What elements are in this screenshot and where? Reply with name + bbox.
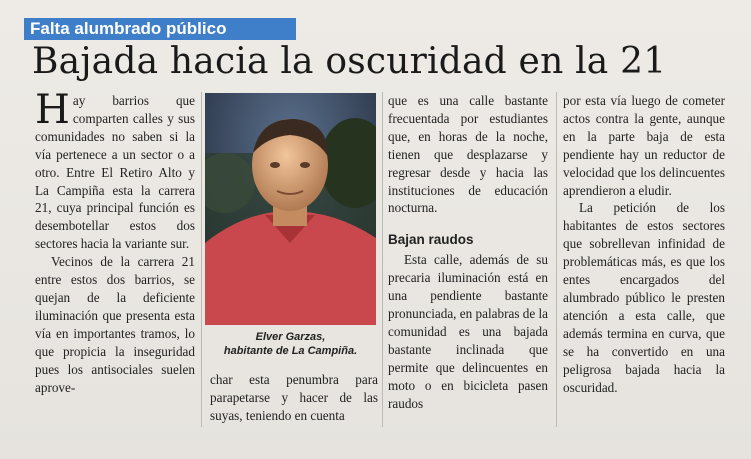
column-rule [382,92,383,427]
paragraph: Esta calle, además de su precaria iluminación está en una pendiente bastante pronunciada, en palabras de la comunidad es una bajada bastante inclinada que permite que delincuentes en moto o en bicicleta pasen raudos [388,252,549,411]
paragraph: char esta penumbra para parapetarse y hacer de las suyas, teniendo en cuenta [210,372,378,423]
paragraph: por esta vía luego de cometer actos contra la gente, aunque en la parte baja de esta pendiente hay un reductor de velocidad que los delincuentes aprendieron a eludir. [563,93,725,198]
column-1 [35,87,195,396]
caption-name: Elver Garzas, [255,331,326,343]
section-kicker: Falta alumbrado público [24,18,296,40]
caption-role: habitante de La Campiña. [223,345,358,357]
paragraph-text: ay barrios que comparten calles y sus comunidades no saben si la vía pertenece a un sector o a otro. Entre El Retiro Alto y La Campiña esta la carrera 21, cuya principal función es desembotellar estos dos sectores hacia la variante sur. [35,93,195,252]
subheading: Bajan raudos [388,232,474,248]
column-3 [388,92,548,412]
bleed-through-text [300,0,751,38]
headline: Bajada hacia la oscuridad en la 21 [32,41,667,82]
column-4 [563,92,725,396]
paragraph: La petición de los habitantes de estos sectores que sobrellevan infinidad de problemáticas más, es que los entes encargados del alumbrado público le presten atención a esta calle, que además termina en curva, que se ha convertido en una peligrosa bajada hacia la oscuridad. [563,200,725,395]
paragraph [35,87,195,253]
portrait-photo [205,93,376,325]
portrait-image [205,93,376,325]
paragraph: que es una calle bastante frecuentada por estudiantes que, en horas de la noche, tienen que desplazarse y regresar desde y hacia las instituciones de educación nocturna. [388,93,548,216]
paragraph: Vecinos de la carrera 21 entre estos dos barrios, se quejan de la deficiente iluminación que presenta esta vía en importantes tramos, lo que propicia la inseguridad pues los antisociales suelen aprove- [35,254,195,395]
drop-cap: H [35,87,70,133]
column-rule [201,92,202,427]
column-2-continuation [210,371,378,425]
photo-caption [205,330,376,358]
column-rule [556,92,557,427]
